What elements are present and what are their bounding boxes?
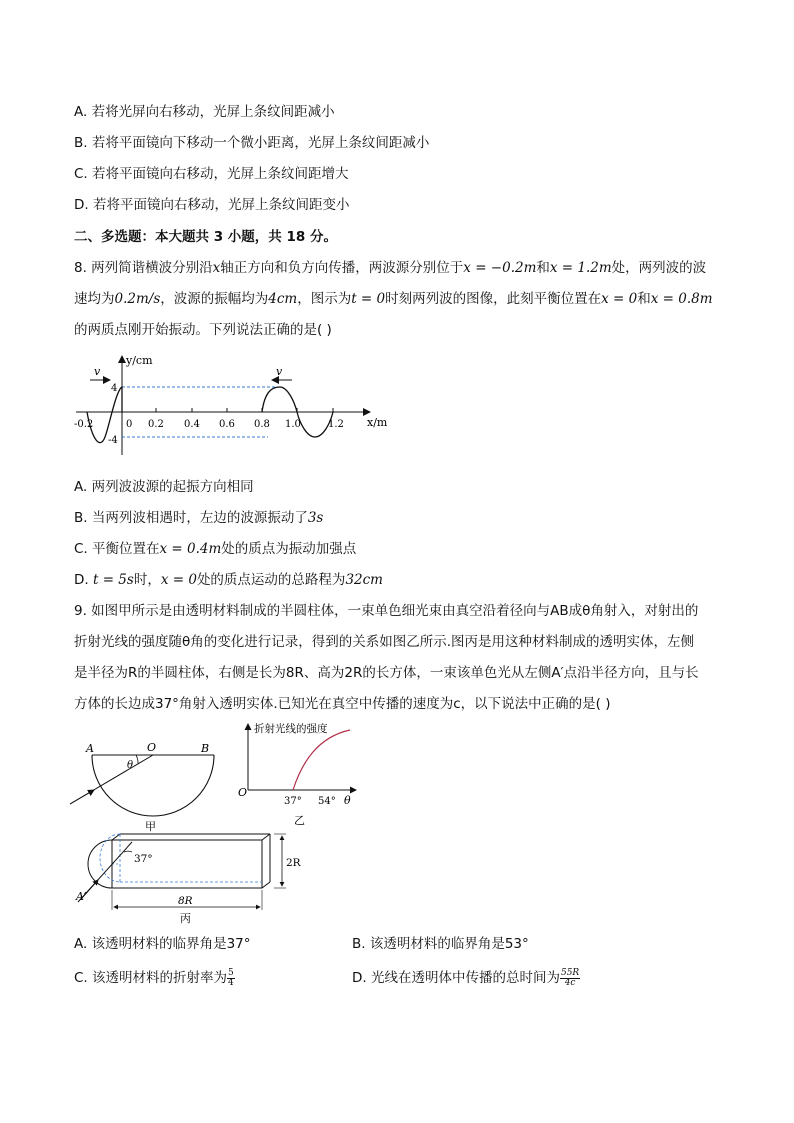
bing-angle-label: 37° [134,853,153,865]
yi-y-axis-label: 折射光线的强度 [254,723,328,735]
q9-option-a: A. 该透明材料的临界角是37° [74,936,251,952]
q9-figure-bing [74,830,304,930]
bing-height-label: 2R [286,857,301,869]
q8-tick-label: 0 [126,419,133,430]
q8-tick-label: 1.0 [285,419,301,430]
q9-figure-jia [66,740,226,832]
q9-stem-line4: 方体的长边成37°角射入透明实体.已知光在真空中传播的速度为c，以下说法中正确的是( ) [74,696,611,712]
q8-option-b: B. 当两列波相遇时，左边的波源振动了3s [74,510,324,526]
q7-option-d: D. 若将平面镜向右移动，光屏上条纹间距变小 [74,197,350,213]
q9-option-d-fraction: $\frac{55R}{4c}$ [560,967,580,988]
bing-a-prime-label: A′ [76,890,87,903]
q8-v-right-label: v [276,365,283,378]
q8-v-left-label: v [94,365,101,378]
jia-label-o: O [147,741,157,754]
q8-option-a: A. 两列波波源的起振方向相同 [74,479,254,495]
q8-tick-label: 1.2 [328,419,344,430]
q8-tick-label: 0.8 [254,419,270,430]
q9-stem-line1: 9. 如图甲所示是由透明材料制成的半圆柱体，一束单色细光束由真空沿着径向与AB成θ角射入，对射出的 [74,603,699,619]
yi-tick-54: 54° [318,796,336,807]
q9-stem-line2: 折射光线的强度随θ角的变化进行记录，得到的关系如图乙所示.图丙是用这种材料制成的透明实体，左侧 [74,634,695,650]
q8-tick-label: -0.2 [74,419,94,430]
q8-y-axis-label: y/cm [126,354,153,367]
q9-option-c: C. 该透明材料的折射率为 $\frac{5}{4}$ [74,967,234,988]
q8-y-neg-label: -4 [108,435,118,446]
q7-option-b: B. 若将平面镜向下移动一个微小距离，光屏上条纹间距减小 [74,135,430,151]
yi-tick-37: 37° [284,796,302,807]
q8-y-pos-label: 4 [111,383,118,394]
q9-option-d: D. 光线在透明体中传播的总时间为 $\frac{55R}{4c}$ [352,967,580,988]
q8-tick-label: 0.2 [148,419,164,430]
q8-wave-graph [70,350,400,462]
q8-stem-line3: 的两质点刚开始振动。下列说法正确的是( ) [74,322,332,338]
q9-stem-line3: 是半径为R的半圆柱体，右侧是长为8R、高为2R的长方体，一束该单色光从左侧A′点沿半径方向，且与长 [74,665,699,681]
yi-origin-label: O [238,786,248,799]
section-header: 二、多选题：本大题共 3 小题，共 18 分。 [74,229,337,245]
q7-option-c: C. 若将平面镜向右移动，光屏上条纹间距增大 [74,166,349,182]
jia-label-b: B [201,742,210,755]
q8-option-d: D. t = 5s时，x = 0处的质点运动的总路程为32cm [74,572,383,588]
yi-theta-label: θ [344,794,351,807]
q9-option-c-fraction: $\frac{5}{4}$ [228,967,234,988]
bing-caption: 丙 [180,912,191,925]
bing-length-label: 8R [178,895,193,907]
q8-tick-label: 0.4 [184,419,200,430]
q8-x-axis-label: x/m [367,416,388,429]
q9-figure-yi [230,722,370,832]
q8-option-c: C. 平衡位置在x = 0.4m处的质点为振动加强点 [74,541,357,557]
jia-label-a: A [86,742,94,755]
q8-stem-line2: 速均为0.2m/s，波源的振幅均为4cm，图示为t = 0时刻两列波的图像，此刻平衡位置在x = 0和x = 0.8m [74,291,713,307]
q7-option-a: A. 若将光屏向右移动，光屏上条纹间距减小 [74,104,335,120]
jia-caption: 甲 [145,820,156,832]
q8-tick-label: 0.6 [219,419,235,430]
q8-stem-line1: 8. 两列简谐横波分别沿x轴正方向和负方向传播，两波源分别位于x = −0.2m和x = 1.2m处，两列波的波 [74,260,707,276]
jia-theta-label: θ [127,760,134,771]
q9-option-b: B. 该透明材料的临界角是53° [352,936,529,952]
yi-caption: 乙 [294,814,305,827]
